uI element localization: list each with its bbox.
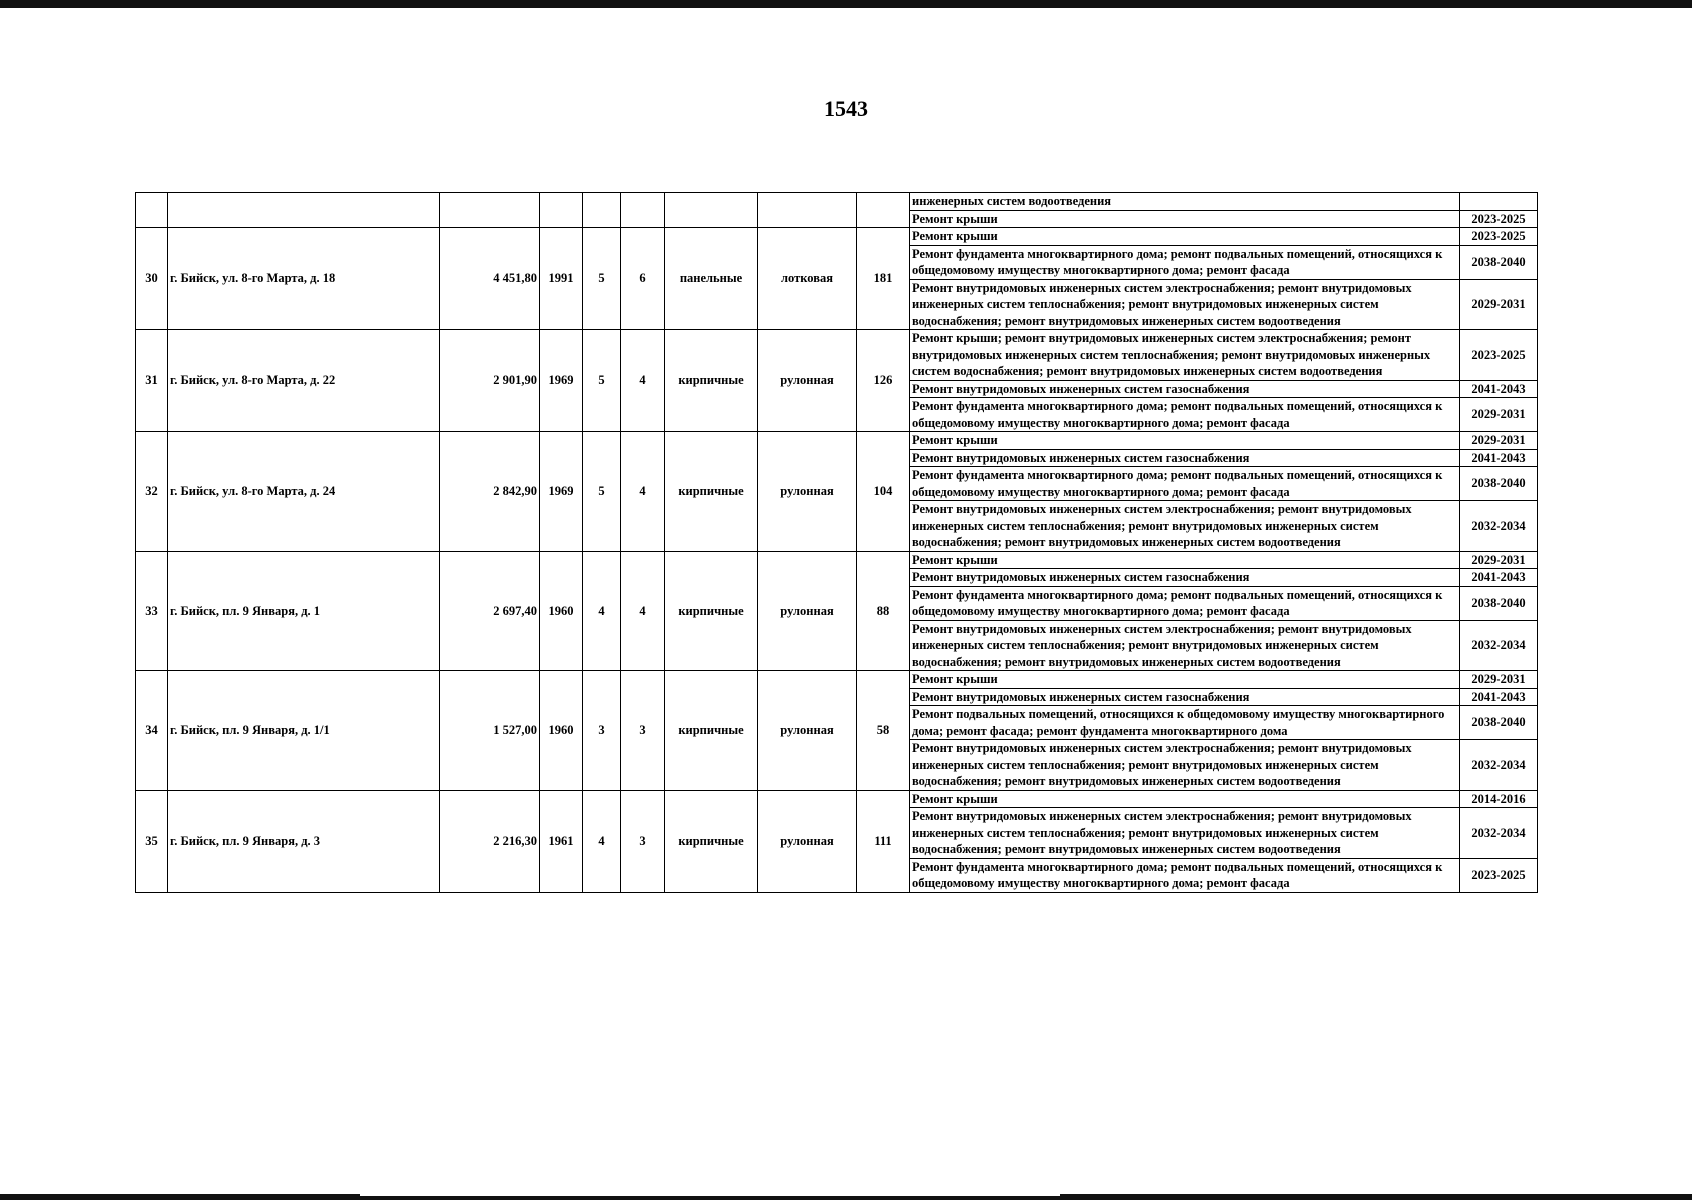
cell-walls: кирпичные: [665, 671, 758, 791]
cell-floors: 4: [583, 790, 621, 892]
cell-work: Ремонт крыши: [910, 551, 1460, 569]
cell-roof: рулонная: [758, 330, 857, 432]
scan-edge-bottom-gap: [360, 1194, 1060, 1196]
cell-year: 1969: [540, 330, 583, 432]
table-row: [136, 432, 1538, 450]
cell-area: 2 697,40: [440, 551, 540, 671]
table-body: [136, 193, 1538, 893]
cell-period: 2041-2043: [1460, 569, 1538, 587]
cell-work: Ремонт внутридомовых инженерных систем газоснабжения: [910, 449, 1460, 467]
cell-period: 2041-2043: [1460, 688, 1538, 706]
cell-num: 35: [136, 790, 168, 892]
cell-period: 2032-2034: [1460, 620, 1538, 671]
cell-entrances: 4: [621, 432, 665, 552]
cell-residents: [857, 193, 910, 228]
cell-work: Ремонт фундамента многоквартирного дома; ремонт подвальных помещений, относящихся к общедомовому имуществу многоквартирного дома; ремонт фасада: [910, 858, 1460, 892]
cell-address: г. Бийск, пл. 9 Января, д. 1/1: [168, 671, 440, 791]
cell-floors: 5: [583, 228, 621, 330]
table-row: [136, 551, 1538, 569]
cell-work: Ремонт внутридомовых инженерных систем электроснабжения; ремонт внутридомовых инженерных систем теплоснабжения; ремонт внутридомовых инженерных систем водоснабжения; ремонт внутридомовых инженерных систем водоотведения: [910, 808, 1460, 859]
cell-work: Ремонт крыши: [910, 790, 1460, 808]
cell-floors: [583, 193, 621, 228]
cell-work: Ремонт крыши: [910, 228, 1460, 246]
cell-entrances: 3: [621, 671, 665, 791]
page-number: 1543: [824, 96, 868, 121]
cell-work: Ремонт фундамента многоквартирного дома; ремонт подвальных помещений, относящихся к общедомовому имуществу многоквартирного дома; ремонт фасада: [910, 467, 1460, 501]
cell-work: Ремонт фундамента многоквартирного дома; ремонт подвальных помещений, относящихся к общедомовому имуществу многоквартирного дома; ремонт фасада: [910, 398, 1460, 432]
cell-period: 2032-2034: [1460, 740, 1538, 791]
cell-period: 2032-2034: [1460, 501, 1538, 552]
cell-entrances: 4: [621, 551, 665, 671]
cell-address: г. Бийск, ул. 8-го Марта, д. 24: [168, 432, 440, 552]
cell-num: 33: [136, 551, 168, 671]
cell-address: г. Бийск, пл. 9 Января, д. 3: [168, 790, 440, 892]
cell-year: 1961: [540, 790, 583, 892]
cell-period: 2029-2031: [1460, 551, 1538, 569]
scan-edge-top: [0, 0, 1692, 8]
table-row: [136, 330, 1538, 381]
cell-work: Ремонт крыши: [910, 671, 1460, 689]
cell-area: 2 216,30: [440, 790, 540, 892]
cell-work: Ремонт внутридомовых инженерных систем электроснабжения; ремонт внутридомовых инженерных систем теплоснабжения; ремонт внутридомовых инженерных систем водоснабжения; ремонт внутридомовых инженерных систем водоотведения: [910, 740, 1460, 791]
cell-period: 2029-2031: [1460, 398, 1538, 432]
cell-work: Ремонт внутридомовых инженерных систем электроснабжения; ремонт внутридомовых инженерных систем теплоснабжения; ремонт внутридомовых инженерных систем водоснабжения; ремонт внутридомовых инженерных систем водоотведения: [910, 620, 1460, 671]
cell-area: [440, 193, 540, 228]
cell-floors: 4: [583, 551, 621, 671]
cell-address: г. Бийск, ул. 8-го Марта, д. 18: [168, 228, 440, 330]
cell-roof: рулонная: [758, 551, 857, 671]
cell-residents: 88: [857, 551, 910, 671]
cell-period: 2038-2040: [1460, 467, 1538, 501]
cell-num: 31: [136, 330, 168, 432]
cell-period: [1460, 193, 1538, 211]
cell-period: 2038-2040: [1460, 245, 1538, 279]
table-row: [136, 790, 1538, 808]
cell-area: 4 451,80: [440, 228, 540, 330]
cell-roof: рулонная: [758, 671, 857, 791]
cell-residents: 181: [857, 228, 910, 330]
cell-period: 2038-2040: [1460, 586, 1538, 620]
cell-floors: 5: [583, 330, 621, 432]
cell-roof: [758, 193, 857, 228]
cell-period: 2029-2031: [1460, 671, 1538, 689]
cell-area: 2 901,90: [440, 330, 540, 432]
cell-num: 32: [136, 432, 168, 552]
cell-entrances: [621, 193, 665, 228]
cell-work: Ремонт фундамента многоквартирного дома; ремонт подвальных помещений, относящихся к общедомовому имуществу многоквартирного дома; ремонт фасада: [910, 245, 1460, 279]
cell-period: 2023-2025: [1460, 228, 1538, 246]
cell-period: 2014-2016: [1460, 790, 1538, 808]
cell-walls: [665, 193, 758, 228]
table-row: [136, 193, 1538, 211]
cell-period: 2029-2031: [1460, 432, 1538, 450]
cell-period: 2023-2025: [1460, 330, 1538, 381]
cell-work: Ремонт внутридомовых инженерных систем электроснабжения; ремонт внутридомовых инженерных систем теплоснабжения; ремонт внутридомовых инженерных систем водоснабжения; ремонт внутридомовых инженерных систем водоотведения: [910, 501, 1460, 552]
cell-work: инженерных систем водоотведения: [910, 193, 1460, 211]
cell-work: Ремонт внутридомовых инженерных систем электроснабжения; ремонт внутридомовых инженерных систем теплоснабжения; ремонт внутридомовых инженерных систем водоснабжения; ремонт внутридомовых инженерных систем водоотведения: [910, 279, 1460, 330]
cell-residents: 104: [857, 432, 910, 552]
cell-entrances: 4: [621, 330, 665, 432]
cell-area: 2 842,90: [440, 432, 540, 552]
cell-period: 2038-2040: [1460, 706, 1538, 740]
cell-residents: 111: [857, 790, 910, 892]
cell-roof: рулонная: [758, 432, 857, 552]
cell-work: Ремонт крыши: [910, 432, 1460, 450]
cell-area: 1 527,00: [440, 671, 540, 791]
cell-period: 2041-2043: [1460, 380, 1538, 398]
cell-period: 2041-2043: [1460, 449, 1538, 467]
cell-roof: лотковая: [758, 228, 857, 330]
cell-num: [136, 193, 168, 228]
cell-year: 1960: [540, 551, 583, 671]
cell-walls: панельные: [665, 228, 758, 330]
cell-residents: 126: [857, 330, 910, 432]
cell-num: 30: [136, 228, 168, 330]
cell-address: [168, 193, 440, 228]
table-row: [136, 671, 1538, 689]
cell-period: 2029-2031: [1460, 279, 1538, 330]
capital-repair-table: [135, 192, 1538, 893]
cell-year: 1969: [540, 432, 583, 552]
cell-roof: рулонная: [758, 790, 857, 892]
cell-work: Ремонт внутридомовых инженерных систем газоснабжения: [910, 380, 1460, 398]
cell-address: г. Бийск, пл. 9 Января, д. 1: [168, 551, 440, 671]
cell-period: 2023-2025: [1460, 858, 1538, 892]
cell-work: Ремонт внутридомовых инженерных систем газоснабжения: [910, 688, 1460, 706]
cell-work: Ремонт фундамента многоквартирного дома; ремонт подвальных помещений, относящихся к общедомовому имуществу многоквартирного дома; ремонт фасада: [910, 586, 1460, 620]
cell-entrances: 6: [621, 228, 665, 330]
cell-residents: 58: [857, 671, 910, 791]
cell-address: г. Бийск, ул. 8-го Марта, д. 22: [168, 330, 440, 432]
cell-work: Ремонт крыши; ремонт внутридомовых инженерных систем электроснабжения; ремонт внутридомовых инженерных систем теплоснабжения; ремонт внутридомовых инженерных систем водоснабжения; ремонт внутридомовых инженерных систем водоотведения: [910, 330, 1460, 381]
cell-floors: 3: [583, 671, 621, 791]
cell-year: 1991: [540, 228, 583, 330]
cell-year: [540, 193, 583, 228]
cell-num: 34: [136, 671, 168, 791]
cell-work: Ремонт внутридомовых инженерных систем газоснабжения: [910, 569, 1460, 587]
cell-walls: кирпичные: [665, 432, 758, 552]
cell-walls: кирпичные: [665, 790, 758, 892]
cell-floors: 5: [583, 432, 621, 552]
cell-period: 2032-2034: [1460, 808, 1538, 859]
table-row: [136, 228, 1538, 246]
cell-work: Ремонт крыши: [910, 210, 1460, 228]
cell-walls: кирпичные: [665, 551, 758, 671]
cell-work: Ремонт подвальных помещений, относящихся к общедомовому имуществу многоквартирного дома; ремонт фасада; ремонт фундамента многоквартирного дома: [910, 706, 1460, 740]
cell-walls: кирпичные: [665, 330, 758, 432]
cell-year: 1960: [540, 671, 583, 791]
cell-entrances: 3: [621, 790, 665, 892]
cell-period: 2023-2025: [1460, 210, 1538, 228]
